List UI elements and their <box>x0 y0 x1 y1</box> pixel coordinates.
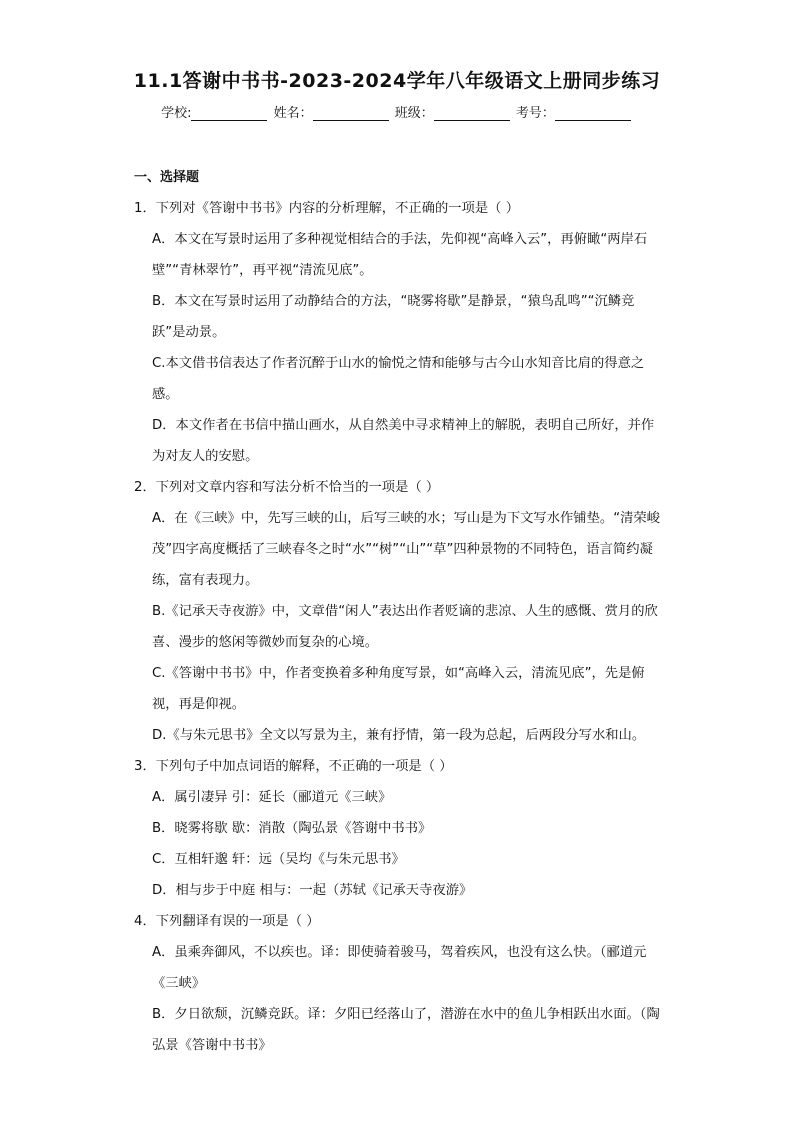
question-1 <box>134 193 664 472</box>
exam-number-field <box>516 102 633 121</box>
class-blank <box>434 106 510 121</box>
option-b: B．本文在写景时运用了动静结合的方法，“晓雾将歇”是静景，“猿鸟乱鸣”“沉鳞竞跃”是动景。 <box>152 294 635 340</box>
section-heading: 一、选择题 <box>134 170 200 185</box>
name-field <box>274 102 391 121</box>
option-a: A．本文在写景时运用了多种视觉相结合的手法，先仰视“高峰入云”，再俯瞰“两岸石壁”“青林翠竹”，再平视“清流见底”。 <box>152 232 648 278</box>
exam-number-label: 考号： <box>515 106 555 121</box>
option-a: A．属引凄异 引：延长（郦道元《三峡》 <box>152 790 392 805</box>
question-2 <box>134 472 664 751</box>
option-d: D．相与步于中庭 相与：一起（苏轼《记承天寺夜游》 <box>152 883 473 898</box>
school-blank <box>191 106 267 121</box>
option-a: A．虽乘奔御风，不以疾也。译：即使骑着骏马，驾着疾风，也没有这么快。（郦道元《三峡》 <box>152 945 647 991</box>
option-c: C.本文借书信表达了作者沉醉于山水的愉悦之情和能够与古今山水知音比肩的得意之感。 <box>152 356 645 402</box>
option-c: C.《答谢中书书》中，作者变换着多种角度写景，如“高峰入云，清流见底”，先是俯视，再是仰视。 <box>152 666 645 712</box>
option-b: B．夕日欲颓，沉鳞竞跃。译：夕阳已经落山了，潜游在水中的鱼儿争相跃出水面。（陶弘景《答谢中书书》 <box>152 1007 660 1053</box>
page-title: 11.1答谢中书书-2023-2024学年八年级语文上册同步练习 <box>133 70 661 92</box>
option-d: D．本文作者在书信中描山画水，从自然美中寻求精神上的解脱，表明自己所好，并作为对友人的安慰。 <box>152 418 655 464</box>
exam-number-blank <box>555 106 631 121</box>
question-list <box>134 166 664 1061</box>
option-b: B．晓雾将歇 歇：消散（陶弘景《答谢中书书》 <box>152 821 432 836</box>
name-blank <box>313 106 389 121</box>
option-d: D.《与朱元思书》全文以写景为主，兼有抒情，第一段为总起，后两段分写水和山。 <box>152 728 646 743</box>
question-stem: 2．下列对文章内容和写法分析不恰当的一项是（ ） <box>134 480 440 495</box>
student-info-row <box>0 102 794 121</box>
school-field <box>161 102 269 121</box>
question-4 <box>134 906 664 1061</box>
option-c: C．互相轩邈 轩：远（吴均《与朱元思书》 <box>152 852 405 867</box>
question-3 <box>134 751 664 906</box>
question-stem: 1．下列对《答谢中书书》内容的分析理解，不正确的一项是（ ） <box>134 201 519 216</box>
question-stem: 4．下列翻译有误的一项是（ ） <box>134 914 320 929</box>
option-a: A．在《三峡》中，先写三峡的山，后写三峡的水；写山是为下文写水作铺垫。“清荣峻茂”四字高度概括了三峡春冬之时“水”“树”“山”“草”四种景物的不同特色，语言简约凝练，富有表现力。 <box>152 511 660 588</box>
class-field <box>395 102 512 121</box>
option-b: B.《记承天寺夜游》中，文章借“闲人”表达出作者贬谪的悲凉、人生的感慨、赏月的欣喜、漫步的悠闲等微妙而复杂的心境。 <box>152 604 658 650</box>
question-stem: 3．下列句子中加点词语的解释，不正确的一项是（ ） <box>134 759 453 774</box>
school-label: 学校: <box>161 106 192 121</box>
name-label: 姓名： <box>273 106 313 121</box>
class-label: 班级： <box>394 106 434 121</box>
